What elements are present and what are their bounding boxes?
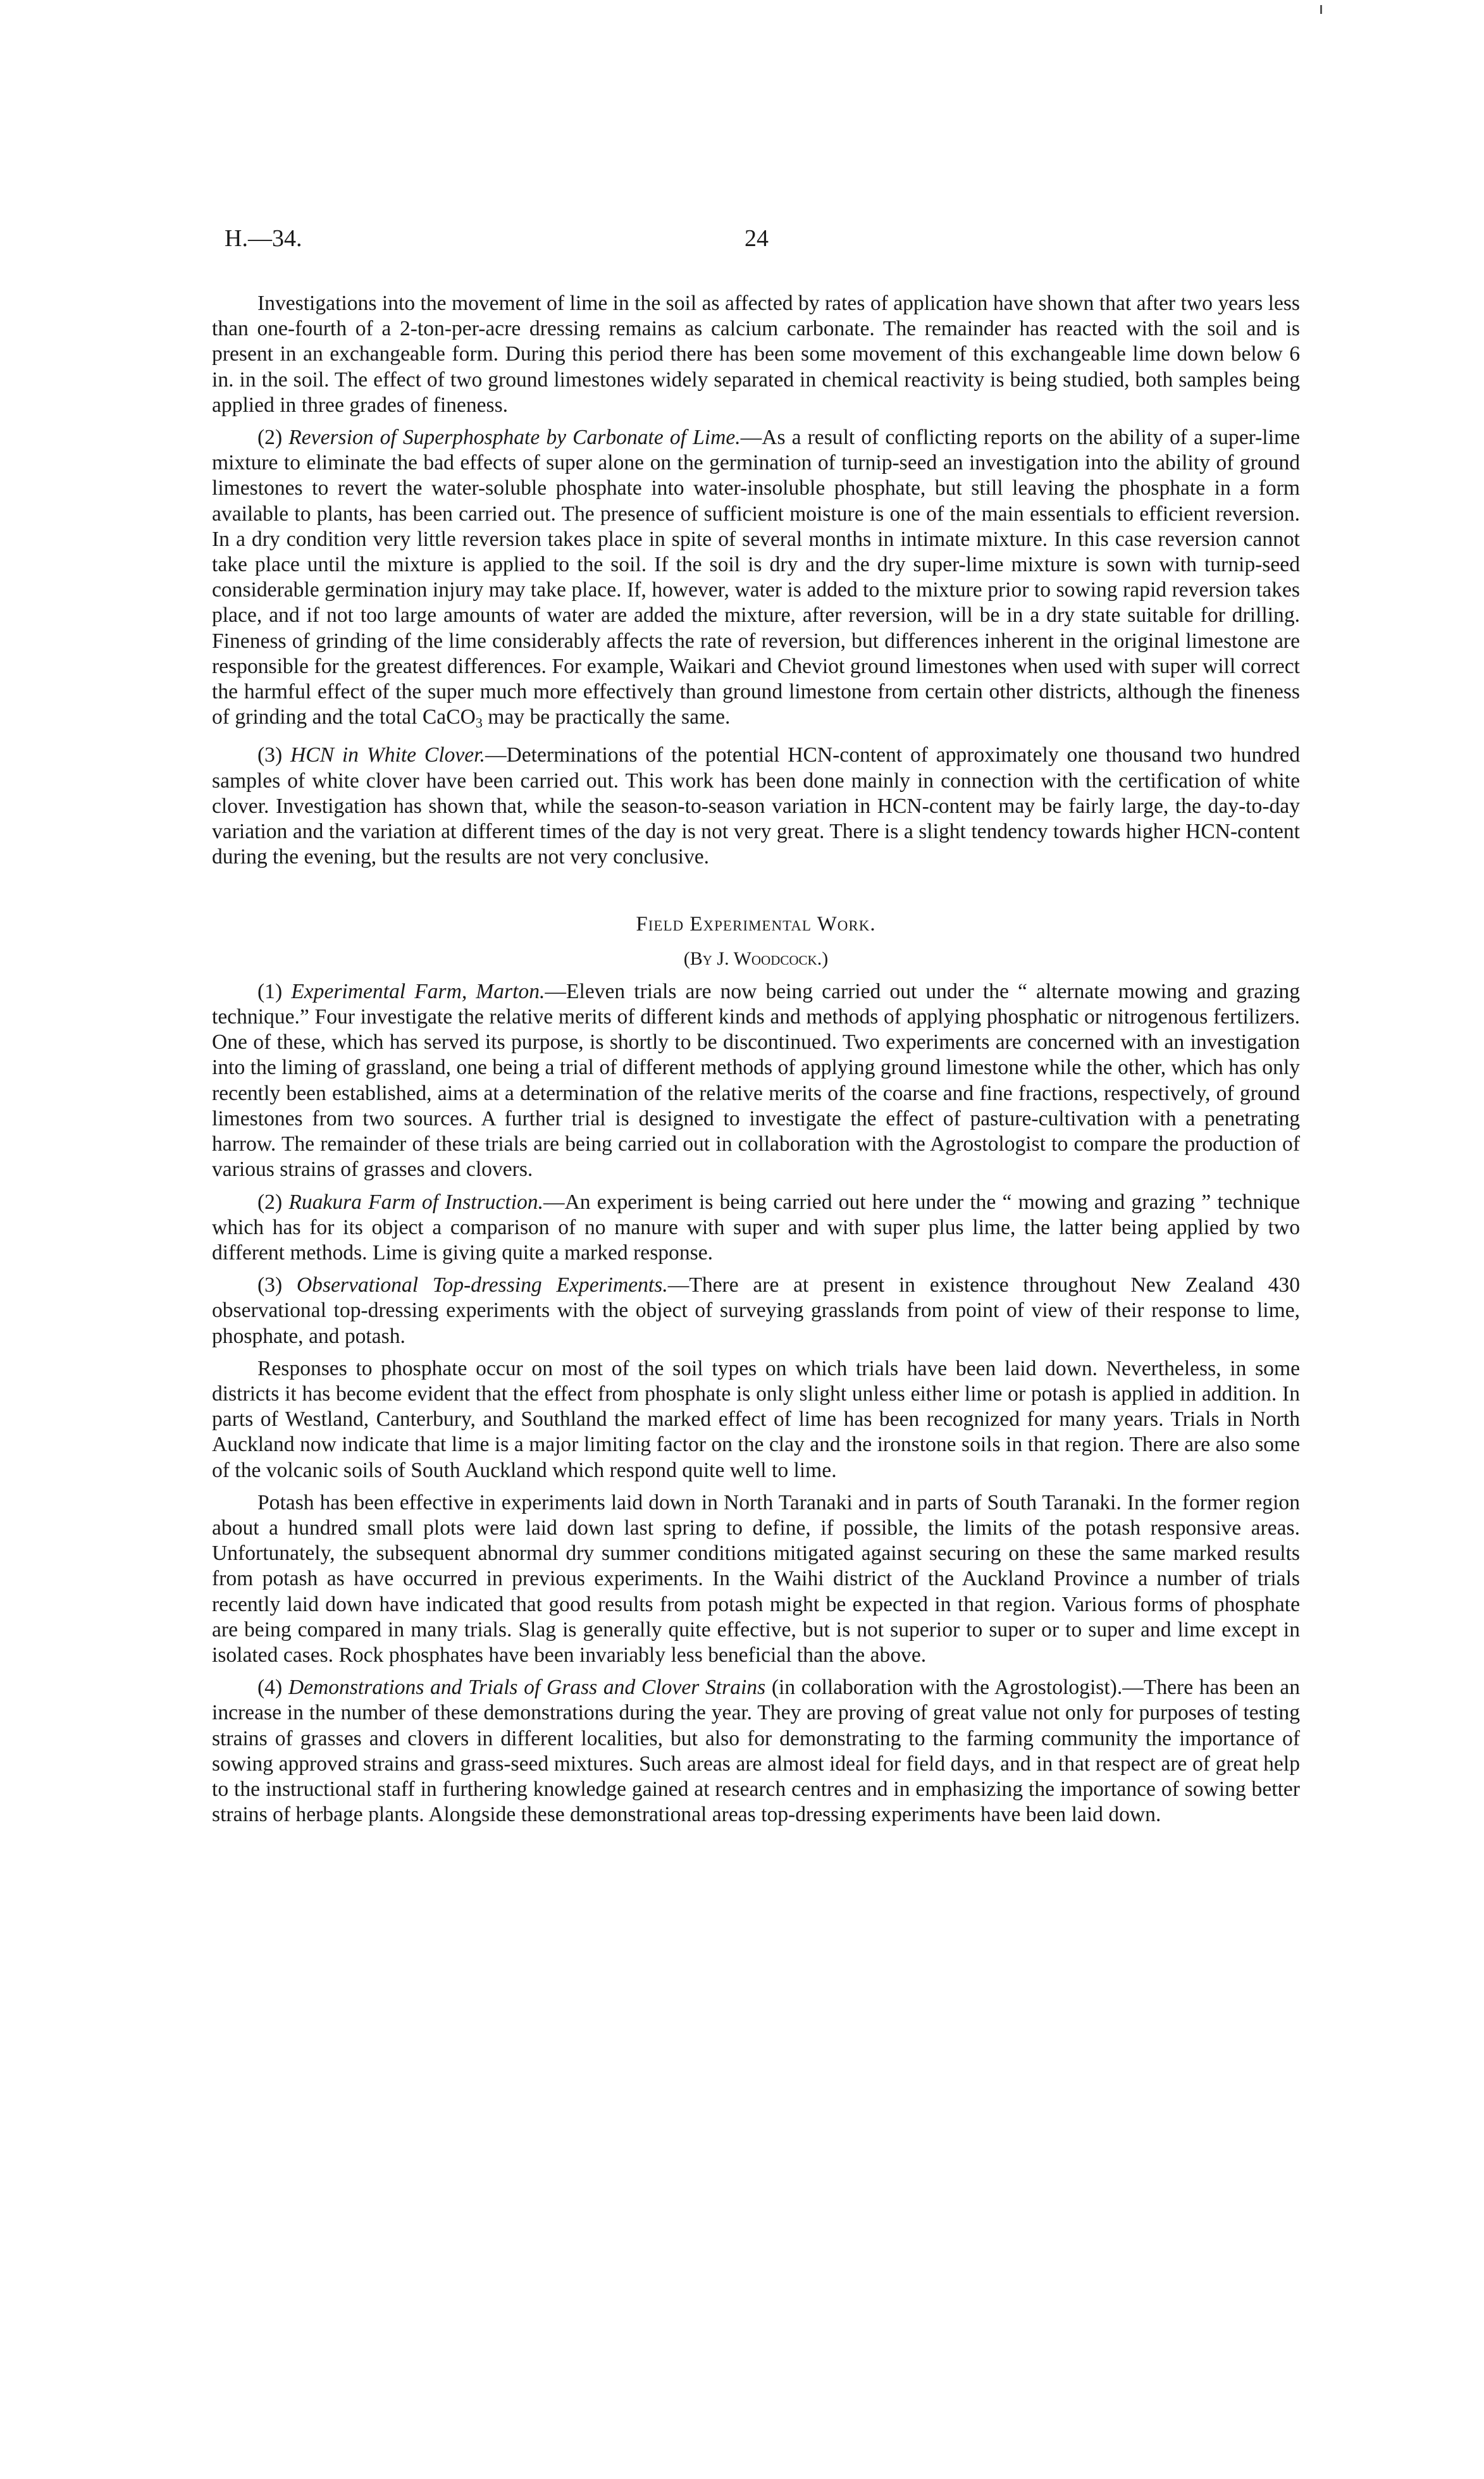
document-code: H.—34. xyxy=(225,225,302,252)
paragraph-text: —Determinations of the potential HCN-content of approximately one thousand two hundred samples of white clover have been carried out. This work has been done mainly in connection with the certification of white clover. Investigation has shown that, while the season-to-season variation in HCN-content may be fairly large, the day-to-day variation and the variation at different times of the day is not very great. There is a slight tendency towards higher HCN-content during the evening, but the results are not very conclusive. xyxy=(212,743,1300,869)
paragraph-text: —An experiment is being carried out here under the “ mowing and grazing ” technique which has for its object a comparison of no manure with super and with super plus lime, the latter being applied by two different methods. Lime is giving quite a marked response. xyxy=(212,1190,1300,1264)
section-heading: Field Experimental Work. xyxy=(636,913,876,936)
scan-mark xyxy=(1320,5,1322,14)
paragraph-potash xyxy=(212,1490,1300,1668)
paragraph-text: Investigations into the movement of lime in the soil as affected by rates of application have shown that after two years less than one-fourth of a 2-ton-per-acre dressing remains as calcium carbonate. The remainder has reacted with the soil and is present in an exchangeable form. During this period there has been some movement of this exchangeable lime down below 6 in. in the soil. The effect of two ground limestones widely separated in chemical reactivity is being studied, both samples being applied in three grades of fineness. xyxy=(212,292,1300,417)
paragraph-number: (4) xyxy=(257,1676,288,1700)
chemical-subscript: 3 xyxy=(475,715,483,731)
paragraph-text: Responses to phosphate occur on most of the soil types on which trials have been laid down. Nevertheless, in some districts it has become evident that the effect from phosphate is only slight unless either lime or potash is applied in addition. In parts of Westland, Canterbury, and Southland the marked effect of lime has been recognized for many years. Trials in North Auckland now indicate that lime is a major limiting factor on the clay and the ironstone soils in that region. There are also some of the volcanic soils of South Auckland which respond quite well to lime. xyxy=(212,1356,1300,1482)
paragraph-number: (3) xyxy=(257,1273,297,1297)
paragraph-title: Experimental Farm, Marton. xyxy=(291,979,545,1003)
page-number: 24 xyxy=(745,225,769,252)
paragraph-number: (1) xyxy=(257,979,292,1003)
paragraph-marton xyxy=(212,979,1300,1183)
paragraph-text: —Eleven trials are now being carried out under the “ alternate mowing and grazing technique.” Four investigate the relative merits of different kinds and methods of applying phosphatic or nitrogenous fertilizers. One of these, which has served its purpose, is shortly to be discontinued. Two experiments are concerned with an investigation into the liming of grassland, one being a trial of different methods of applying ground limestone while the other, which has only recently been established, aims at a determination of the relative merits of the coarse and fine fractions, respectively, of ground limestones from two sources. A further trial is designed to investigate the effect of pasture-cultivation with a penetrating harrow. The remainder of these trials are being carried out in collaboration with the Agrostologist to compare the production of various strains of grasses and clovers. xyxy=(212,979,1300,1182)
section-byline: (By J. Woodcock.) xyxy=(683,948,829,969)
paragraph-number: (2) xyxy=(257,1190,289,1214)
paragraph-lime-movement xyxy=(212,291,1300,418)
paragraph-top-dressing xyxy=(212,1273,1300,1349)
paragraph-text: (in collaboration with the Agrostologist).—There has been an increase in the number of these demonstrations during the year. They are proving of great value not only for purposes of testing strains of grasses and clovers in different localities, but also for demonstrating to the farming community the importance of sowing approved strains and grass-seed mixtures. Such areas are almost ideal for field days, and in that respect are of great help to the instructional staff in furthering knowledge gained at research centres and in emphasizing the importance of sowing better strains of herbage plants. Alongside these demonstrational areas top-dressing experiments have been laid down. xyxy=(212,1676,1300,1827)
paragraph-title: Reversion of Superphosphate by Carbonate of Lime. xyxy=(288,426,741,450)
paragraph-text-end: may be practically the same. xyxy=(482,705,731,729)
paragraph-title: HCN in White Clover. xyxy=(290,743,485,767)
paragraph-text: Potash has been effective in experiments laid down in North Taranaki and in parts of South Taranaki. In the former region about a hundred small plots were laid down last spring to define, if possible, the limits of the potash responsive areas. Unfortunately, the subsequent abnormal dry summer conditions mitigated against securing on these the same marked results from potash as have occurred in previous experiments. In the Waihi district of the Auckland Province a number of trials recently laid down have indicated that good results from potash might be expected in that region. Various forms of phosphate are being compared in many trials. Slag is generally quite effective, but is not superior to super or to super and lime except in isolated cases. Rock phosphates have been invariably less beneficial than the above. xyxy=(212,1490,1300,1667)
paragraph-ruakura xyxy=(212,1190,1300,1266)
paragraph-text: —As a result of conflicting reports on the ability of a super-lime mixture to eliminate the bad effects of super alone on the germination of turnip-seed an investigation into the ability of ground limestones to revert the water-soluble phosphate into water-insoluble phosphate, but still leaving the phosphate in a form available to plants, has been carried out. The presence of sufficient moisture is one of the main essentials to efficient reversion. In a dry condition very little reversion takes place in spite of several months in intimate mixture. In this case reversion cannot take place until the mixture is applied to the soil. If the soil is dry and the dry super-lime mixture is sown with turnip-seed considerable germination injury may take place. If, however, water is added to the mixture prior to sowing rapid reversion takes place, and if not too large amounts of water are added the mixture, after reversion, will be in a dry state suitable for drilling. Fineness of grinding of the lime considerably affects the rate of reversion, but differences inherent in the original limestone are responsible for the greatest differences. For example, Waikari and Cheviot ground limestones when used with super will correct the harmful effect of the super much more effectively than ground limestone from certain other districts, although the fineness of grinding and the total CaCO xyxy=(212,426,1300,729)
paragraph-title: Demonstrations and Trials of Grass and Clover Strains xyxy=(288,1676,766,1700)
paragraph-text: —There are at present in existence throughout New Zealand 430 observational top-dressing experiments with the object of surveying grasslands from point of view of their response to lime, phosphate, and potash. xyxy=(212,1273,1300,1348)
paragraph-number: (3) xyxy=(257,743,290,767)
paragraph-title: Observational Top-dressing Experiments. xyxy=(296,1273,668,1297)
page-header xyxy=(225,225,1287,263)
body-text xyxy=(212,291,1300,1834)
paragraph-number: (2) xyxy=(257,426,289,450)
paragraph-phosphate-responses xyxy=(212,1356,1300,1483)
paragraph-title: Ruakura Farm of Instruction. xyxy=(288,1190,543,1214)
paragraph-hcn xyxy=(212,743,1300,870)
paragraph-reversion xyxy=(212,425,1300,736)
paragraph-demonstrations xyxy=(212,1675,1300,1827)
